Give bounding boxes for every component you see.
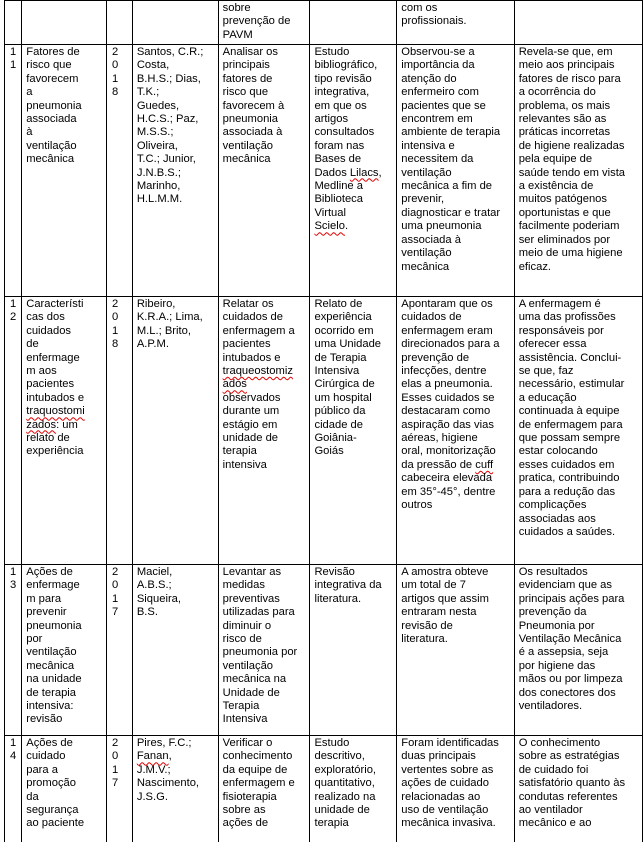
authors-cell: Maciel, A.B.S.; Siqueira, B.S. bbox=[132, 565, 218, 736]
authors-cell bbox=[132, 736, 218, 842]
method-text: . bbox=[344, 220, 349, 233]
authors-text: , J.M.V.; Nascimento, J.S.G. bbox=[136, 750, 200, 803]
objective-text: observados durante um estágio em unidade de terapia intensiva bbox=[222, 391, 281, 471]
method-cell bbox=[310, 1, 397, 45]
row-number: 1 3 bbox=[10, 566, 17, 592]
method-cell: Revisão integrativa da literatura. bbox=[310, 565, 397, 736]
row-number-cell bbox=[5, 45, 22, 297]
spellcheck-word: traquostomi zados bbox=[26, 405, 85, 431]
objective-cell: Analisar os principais fatores de risco que favorecem à pneumonia associada à ventilação mecânica bbox=[218, 45, 310, 297]
title-text: Característi cas dos cuidados de enfermage m aos pacientes intubados e bbox=[26, 298, 85, 404]
year-cell bbox=[106, 1, 132, 45]
authors-cell bbox=[132, 1, 218, 45]
objective-cell: Verificar o conhecimento da equipe de enfermagem e fisioterapia sobre as ações de bbox=[218, 736, 310, 842]
row-number: 1 1 bbox=[10, 46, 17, 72]
row-number: 1 4 bbox=[10, 737, 17, 763]
conclusion-cell: Revela-se que, em meio aos principais fatores de risco para a ocorrência do problema, os mais relevantes são as práticas incorretas de higiene realizadas pela equipe de saúde tendo em vista a existência de muitos patógenos oportunistas e que facilmente poderiam ser eliminados por meio de uma higiene eficaz. bbox=[514, 45, 642, 297]
table-row bbox=[5, 736, 643, 842]
method-cell: Relato de experiência ocorrido em uma Unidade de Terapia Intensiva Cirúrgica de um hospital público da cidade de Goiânia- Goiás bbox=[310, 297, 397, 565]
row-number-cell bbox=[5, 1, 22, 45]
spellcheck-word: Lilacs bbox=[349, 166, 379, 179]
results-cell: Observou-se a importância da atenção do enfermeiro com pacientes que se encontrem em ambiente de terapia intensiva e necessitem da ventilação mecânica a fim de prevenir, diagnosticar e tratar uma pneumonia associada à ventilação mecânica bbox=[397, 45, 514, 297]
table-row bbox=[5, 1, 643, 45]
title-cell: Ações de cuidado para a promoção da segurança ao paciente bbox=[22, 736, 107, 842]
results-cell: Foram identificadas duas principais vertentes sobre as ações de cuidado relacionadas ao uso de ventilação mecânica invasiva. bbox=[397, 736, 514, 842]
row-number-cell bbox=[5, 736, 22, 842]
authors-text: Pires, F.C.; bbox=[136, 737, 192, 749]
year-cell bbox=[106, 736, 132, 842]
results-text: cabeceira elevada em 35°-45°, dentre outros bbox=[401, 472, 496, 512]
year: 2 0 1 7 bbox=[111, 566, 119, 619]
title-text: : um relato de experiência bbox=[26, 418, 84, 458]
objective-text: Relatar os cuidados de enfermagem a pacientes intubados e bbox=[222, 298, 295, 364]
spellcheck-word: Fanan bbox=[136, 750, 169, 763]
method-cell: Estudo descritivo, exploratório, quantitativo, realizado na unidade de terapia bbox=[310, 736, 397, 842]
table-row bbox=[5, 565, 643, 736]
title-cell: Ações de enfermage m para prevenir pneumonia por ventilação mecânica na unidade de terapia intensiva: revisão bbox=[22, 565, 107, 736]
table-row bbox=[5, 45, 643, 297]
table-row bbox=[5, 297, 643, 565]
objective-cell: sobre prevenção de PAVM bbox=[218, 1, 310, 45]
results-cell: A amostra obteve um total de 7 artigos que assim entraram nesta revisão de literatura. bbox=[397, 565, 514, 736]
method-cell bbox=[310, 45, 397, 297]
objective-cell: Levantar as medidas preventivas utilizadas para diminuir o risco de pneumonia por ventilação mecânica na Unidade de Terapia Intensiva bbox=[218, 565, 310, 736]
results-text: Apontaram que os cuidados de enfermagem eram direcionados para a prevenção de infecções, dentre elas a pneumonia. Esses cuidados se destacaram como aspiração das vias aéreas, higiene oral, monitorização da pressão de bbox=[401, 298, 500, 471]
row-number-cell bbox=[5, 297, 22, 565]
title-cell bbox=[22, 1, 107, 45]
results-cell bbox=[397, 297, 514, 565]
title-cell bbox=[22, 297, 107, 565]
spellcheck-word: Scielo bbox=[314, 220, 345, 233]
year: 2 0 1 8 bbox=[111, 46, 119, 99]
results-cell: com os profissionais. bbox=[397, 1, 514, 45]
spellcheck-word: cuff bbox=[475, 458, 494, 471]
row-number-cell bbox=[5, 565, 22, 736]
title-cell: Fatores de risco que favorecem a pneumonia associada à ventilação mecânica bbox=[22, 45, 107, 297]
spellcheck-word: traqueostomiz ados bbox=[222, 365, 293, 391]
row-number: 1 2 bbox=[10, 298, 17, 324]
conclusion-cell: Os resultados evidenciam que as principais ações para prevenção da Pneumonia por Ventilação Mecânica é a assepsia, seja por higiene das mãos ou por limpeza dos conectores dos ventiladores. bbox=[514, 565, 642, 736]
conclusion-cell: O conhecimento sobre as estratégias de cuidado foi satisfatório quanto às condutas referentes ao ventilador mecânico e ao bbox=[514, 736, 642, 842]
method-text: , Medline a Biblioteca Virtual bbox=[314, 166, 382, 219]
objective-cell bbox=[218, 297, 310, 565]
year-cell bbox=[106, 45, 132, 297]
conclusion-cell bbox=[514, 1, 642, 45]
method-text: Estudo bibliográfico, tipo revisão integrativa, em que os artigos consultados foram nas Bases de Dados bbox=[314, 46, 378, 179]
year-cell bbox=[106, 565, 132, 736]
authors-cell: Santos, C.R.; Costa, B.H.S.; Dias, T.K.; Guedes, H.C.S.; Paz, M.S.S.; Oliveira, T.C.; Junior, J.N.B.S.; Marinho, H.L.M.M. bbox=[132, 45, 218, 297]
authors-cell: Ribeiro, K.R.A.; Lima, M.L.; Brito, A.P.M. bbox=[132, 297, 218, 565]
year: 2 0 1 7 bbox=[111, 737, 119, 790]
literature-review-table bbox=[4, 0, 643, 842]
year-cell bbox=[106, 297, 132, 565]
conclusion-cell: A enfermagem é uma das profissões responsáveis por oferecer essa assistência. Conclui- se que, faz necessário, estimular a educação continuada à equipe de enfermagem para que possam sempre estar colocando esses cuidados em pratica, contribuindo para a redução das complicações associadas aos cuidados a saúdes. bbox=[514, 297, 642, 565]
year: 2 0 1 8 bbox=[111, 298, 119, 351]
